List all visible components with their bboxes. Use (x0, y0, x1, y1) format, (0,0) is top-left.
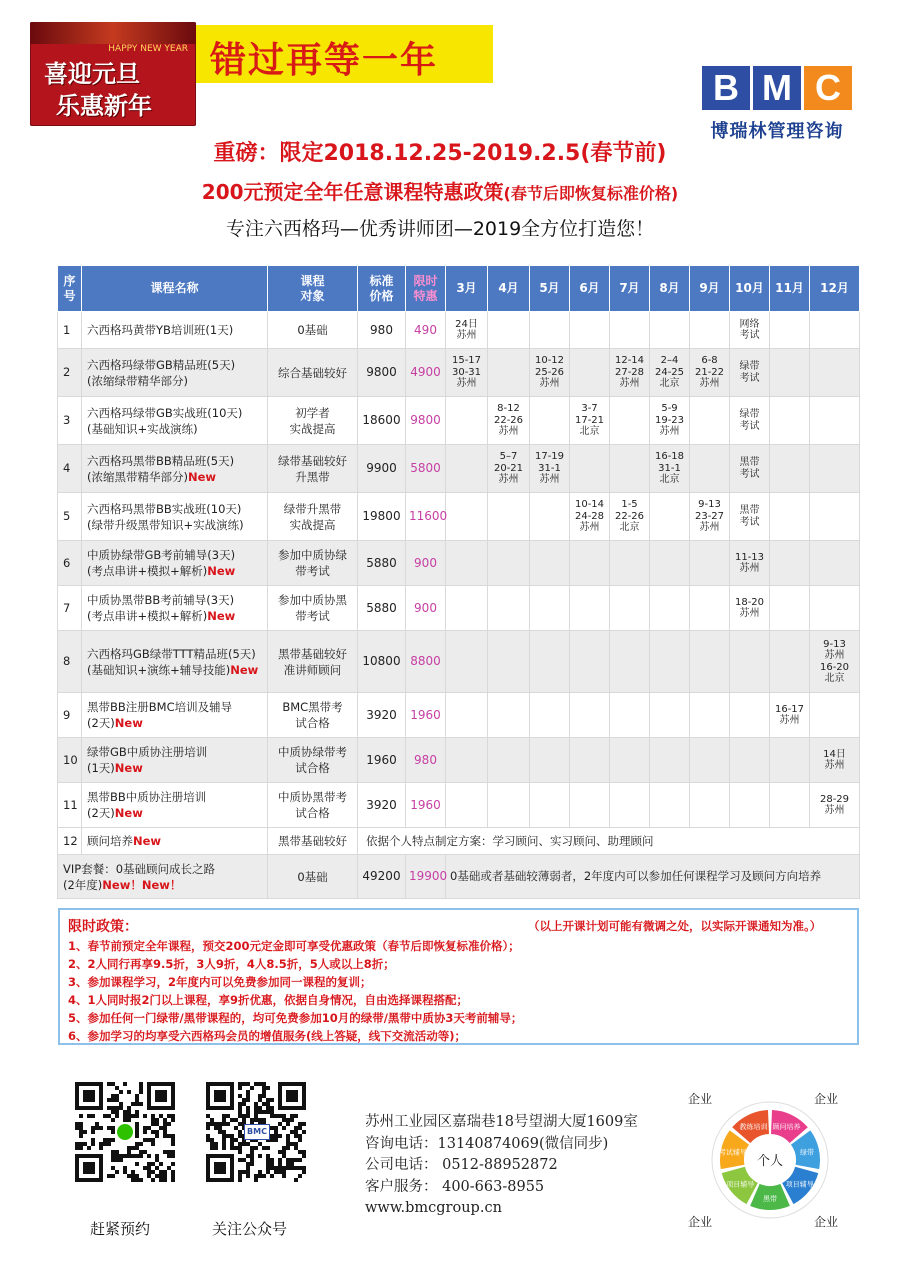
logo-letter-m: M (753, 66, 801, 110)
course-name: 黑带BB中质协注册培训 (2天)New (82, 783, 268, 828)
course-audience: 黑带基础较好 (268, 828, 358, 855)
month-cell (690, 631, 730, 693)
month-cell (530, 397, 570, 445)
sale-price: 9800 (406, 397, 446, 445)
header-month: 12月 (810, 266, 860, 312)
row-index: 2 (58, 349, 82, 397)
month-cell: 9-13 23-27 苏州 (690, 493, 730, 541)
sale-price: 19900 (406, 855, 446, 899)
month-cell (488, 312, 530, 349)
month-cell: 10-12 25-26 苏州 (530, 349, 570, 397)
month-cell (690, 312, 730, 349)
vip-package-name: VIP套餐：0基础顾问成长之路 (2年度)New！New！ (58, 855, 268, 899)
month-cell: 3-7 17-21 北京 (570, 397, 610, 445)
promo-banner-text: 错过再等一年 (210, 39, 439, 81)
month-cell: 2–4 24-25 北京 (650, 349, 690, 397)
policy-item: 2、2人同行再享9.5折，3人9折，4人8.5折，5人或以上8折； (68, 957, 395, 971)
month-cell (610, 397, 650, 445)
month-cell: 17-19 31-1 苏州 (530, 445, 570, 493)
cycle-segment-label: 考试辅导 (718, 1148, 747, 1157)
badge-line-1: 喜迎元旦 (44, 60, 140, 88)
month-cell (446, 445, 488, 493)
month-cell (690, 445, 730, 493)
month-cell (570, 738, 610, 783)
standard-price: 5880 (358, 541, 406, 586)
address: 苏州工业园区嘉瑞巷18号望湖大厦1609室 (365, 1114, 638, 1130)
contact-info (365, 1112, 638, 1220)
new-tag: New (207, 609, 236, 623)
course-audience: 绿带升黑带 实战提高 (268, 493, 358, 541)
month-cell (488, 586, 530, 631)
header-sale-price: 限时 特惠 (406, 266, 446, 312)
month-cell (446, 783, 488, 828)
new-tag: New (230, 662, 259, 677)
month-cell (488, 783, 530, 828)
course-name: 六西格玛黑带BB实战班(10天) (绿带升级黑带知识+实战演练) (82, 493, 268, 541)
month-cell (488, 349, 530, 397)
month-cell (570, 586, 610, 631)
course-audience: 中质协黑带考 试合格 (268, 783, 358, 828)
new-tag: New (133, 834, 162, 848)
table-row (58, 738, 860, 783)
cycle-segment-label: 绿带 (800, 1148, 815, 1157)
month-cell (770, 445, 810, 493)
table-row (58, 493, 860, 541)
month-cell (446, 586, 488, 631)
month-cell (810, 541, 860, 586)
header-month: 8月 (650, 266, 690, 312)
course-audience: 0基础 (268, 312, 358, 349)
month-cell (610, 783, 650, 828)
course-name: 中质协绿带GB考前辅导(3天) (考点串讲+模拟+解析)New (82, 541, 268, 586)
month-cell (770, 631, 810, 693)
month-cell (446, 541, 488, 586)
month-cell: 绿带 考试 (730, 349, 770, 397)
promo-banner (196, 25, 493, 83)
month-cell (810, 693, 860, 738)
sale-price: 1960 (406, 783, 446, 828)
month-cell (730, 783, 770, 828)
header-index: 序 号 (58, 266, 82, 312)
new-year-badge (30, 22, 196, 126)
row-index: 7 (58, 586, 82, 631)
cycle-segment-label: 项目辅导 (785, 1180, 814, 1189)
month-cell (530, 493, 570, 541)
subheadline-note: (春节后即恢复标准价格) (503, 184, 679, 203)
month-cell (610, 541, 650, 586)
month-cell (570, 349, 610, 397)
row-index: 3 (58, 397, 82, 445)
standard-price: 9900 (358, 445, 406, 493)
course-audience: 参加中质协黑 带考试 (268, 586, 358, 631)
training-cycle-diagram (700, 1095, 840, 1225)
tagline: 专注六西格玛—优秀讲师团—2019全方位打造您！ (225, 218, 655, 240)
month-cell: 12-14 27-28 苏州 (610, 349, 650, 397)
logo-letter-b: B (702, 66, 750, 110)
qr-center-logo: BMC (244, 1124, 270, 1140)
month-cell: 11-13 苏州 (730, 541, 770, 586)
month-cell (810, 586, 860, 631)
month-cell (570, 631, 610, 693)
month-cell: 28-29 苏州 (810, 783, 860, 828)
month-cell (530, 541, 570, 586)
sale-price: 8800 (406, 631, 446, 693)
month-cell (650, 493, 690, 541)
month-cell (730, 738, 770, 783)
table-row (58, 586, 860, 631)
course-name: 黑带BB注册BMC培训及辅导 (2天)New (82, 693, 268, 738)
row-index: 5 (58, 493, 82, 541)
month-cell: 10-14 24-28 苏州 (570, 493, 610, 541)
month-cell (446, 738, 488, 783)
standard-price: 1960 (358, 738, 406, 783)
month-cell (810, 397, 860, 445)
course-audience: 中质协绿带考 试合格 (268, 738, 358, 783)
month-cell: 16-17 苏州 (770, 693, 810, 738)
subheadline-main: 200元预定全年任意课程特惠政策 (201, 180, 504, 204)
month-cell: 6-8 21-22 苏州 (690, 349, 730, 397)
course-name: 顾问培养New (82, 828, 268, 855)
month-cell (810, 445, 860, 493)
corner-label: 企业 (814, 1215, 839, 1229)
table-row (58, 631, 860, 693)
sale-price: 490 (406, 312, 446, 349)
month-cell (650, 541, 690, 586)
month-cell (770, 738, 810, 783)
month-cell (570, 541, 610, 586)
month-cell (650, 738, 690, 783)
month-cell (610, 445, 650, 493)
month-cell (610, 693, 650, 738)
month-cell (770, 541, 810, 586)
month-cell (446, 397, 488, 445)
header-month: 10月 (730, 266, 770, 312)
month-cell: 8-12 22-26 苏州 (488, 397, 530, 445)
sale-price: 5800 (406, 445, 446, 493)
course-audience: 综合基础较好 (268, 349, 358, 397)
new-tag: New (114, 761, 143, 775)
month-cell (530, 312, 570, 349)
month-cell: 15-17 30-31 苏州 (446, 349, 488, 397)
month-cell (810, 349, 860, 397)
standard-price: 3920 (358, 783, 406, 828)
month-cell (446, 493, 488, 541)
month-cell: 绿带 考试 (730, 397, 770, 445)
row-index: 11 (58, 783, 82, 828)
badge-line-2: 乐惠新年 (56, 92, 152, 120)
month-cell (488, 493, 530, 541)
course-name: 中质协黑带BB考前辅导(3天) (考点串讲+模拟+解析)New (82, 586, 268, 631)
standard-price: 10800 (358, 631, 406, 693)
month-cell (446, 631, 488, 693)
month-cell (690, 586, 730, 631)
month-cell (770, 397, 810, 445)
month-cell: 1-5 22-26 北京 (610, 493, 650, 541)
month-cell: 网络 考试 (730, 312, 770, 349)
month-cell (810, 312, 860, 349)
qr-caption-follow: 关注公众号 (212, 1220, 288, 1238)
new-tag: New (187, 469, 217, 484)
row-index: 10 (58, 738, 82, 783)
consultant-plan-note: 依据个人特点制定方案：学习顾问、实习顾问、助理顾问 (358, 828, 860, 855)
sale-price: 980 (406, 738, 446, 783)
vip-package-note: 0基础或者基础较薄弱者，2年度内可以参加任何课程学习及顾问方向培养 (446, 855, 860, 899)
bmc-logo (702, 66, 852, 110)
month-cell (730, 693, 770, 738)
header-course-name: 课程名称 (82, 266, 268, 312)
sale-price: 900 (406, 586, 446, 631)
table-body (58, 312, 860, 828)
row-index: 6 (58, 541, 82, 586)
month-cell (570, 445, 610, 493)
month-cell (570, 312, 610, 349)
policy-item: 3、参加课程学习，2年度内可以免费参加同一课程的复训； (68, 975, 372, 989)
month-cell (488, 631, 530, 693)
month-cell (530, 783, 570, 828)
header-month: 11月 (770, 266, 810, 312)
logo-letter-c: C (804, 66, 852, 110)
month-cell (690, 783, 730, 828)
month-cell (770, 312, 810, 349)
month-cell (530, 693, 570, 738)
badge-happy-new-year: HAPPY NEW YEAR (108, 44, 188, 54)
month-cell: 5–7 20-21 苏州 (488, 445, 530, 493)
customer-service-phone[interactable]: 客户服务： 400-663-8955 (365, 1178, 545, 1195)
headline: 重磅：限定2018.12.25-2019.2.5(春节前) (213, 141, 667, 166)
table-row (58, 783, 860, 828)
course-audience: 初学者 实战提高 (268, 397, 358, 445)
month-cell (570, 693, 610, 738)
month-cell: 16-18 31-1 北京 (650, 445, 690, 493)
month-cell (488, 738, 530, 783)
month-cell (770, 349, 810, 397)
cycle-segment-label: 黑带 (763, 1195, 777, 1203)
month-cell (770, 783, 810, 828)
consult-phone[interactable]: 咨询电话：13140874069(微信同步) (365, 1135, 609, 1152)
policy-item: 6、参加学习的均享受六西格玛会员的增值服务(线上答疑，线下交流活动等)； (68, 1029, 467, 1043)
month-cell: 18-20 苏州 (730, 586, 770, 631)
sale-price: 11600 (406, 493, 446, 541)
month-cell: 5-9 19-23 苏州 (650, 397, 690, 445)
header-month: 9月 (690, 266, 730, 312)
table-row (58, 397, 860, 445)
month-cell: 黑带 考试 (730, 493, 770, 541)
policy-item: 5、参加任何一门绿带/黑带课程的，均可免费参加10月的绿带/黑带中质协3天考前辅导； (68, 1011, 523, 1025)
new-tag: New (207, 564, 236, 578)
cycle-segment-label: 项目辅导 (726, 1180, 755, 1189)
course-name: 六西格玛黑带BB精品班(5天) (浓缩黑带精华部分)New (82, 445, 268, 493)
table-row-vip (58, 855, 860, 899)
cycle-segment-label: 顾问培养 (772, 1122, 801, 1131)
new-tag: New！New！ (102, 877, 182, 892)
month-cell (690, 397, 730, 445)
month-cell (530, 738, 570, 783)
month-cell (650, 693, 690, 738)
month-cell (650, 586, 690, 631)
logo-subtitle: 博瑞林管理咨询 (710, 121, 844, 142)
month-cell (650, 631, 690, 693)
header-month: 7月 (610, 266, 650, 312)
month-cell (650, 783, 690, 828)
corner-label: 企业 (688, 1092, 713, 1106)
row-index: 4 (58, 445, 82, 493)
table-header-row (58, 266, 860, 312)
sale-price: 4900 (406, 349, 446, 397)
month-cell (570, 783, 610, 828)
month-cell (730, 631, 770, 693)
course-name: 六西格玛黄带YB培训班(1天) (82, 312, 268, 349)
month-cell (610, 631, 650, 693)
row-index: 12 (58, 828, 82, 855)
new-tag: New (114, 716, 143, 730)
month-cell (770, 493, 810, 541)
month-cell (690, 693, 730, 738)
table-row (58, 312, 860, 349)
corner-label: 企业 (814, 1092, 839, 1106)
standard-price: 9800 (358, 349, 406, 397)
table-row (58, 828, 860, 855)
cycle-segment-label: 教练培训 (739, 1122, 768, 1131)
booking-qr-code[interactable] (72, 1080, 178, 1184)
standard-price: 19800 (358, 493, 406, 541)
row-index: 1 (58, 312, 82, 349)
header-price: 标准 价格 (358, 266, 406, 312)
month-cell (690, 738, 730, 783)
header-month: 5月 (530, 266, 570, 312)
course-name: 六西格玛GB绿带TTT精品班(5天) (基础知识+演练+辅导技能)New (82, 631, 268, 693)
course-audience: 参加中质协绿 带考试 (268, 541, 358, 586)
cycle-center: 个人 (756, 1154, 784, 1169)
month-cell (690, 541, 730, 586)
header-month: 6月 (570, 266, 610, 312)
standard-price: 18600 (358, 397, 406, 445)
month-cell (530, 586, 570, 631)
course-audience: 黑带基础较好 准讲师顾问 (268, 631, 358, 693)
course-name: 绿带GB中质协注册培训 (1天)New (82, 738, 268, 783)
row-index: 8 (58, 631, 82, 693)
month-cell (610, 738, 650, 783)
header-month: 3月 (446, 266, 488, 312)
corner-label: 企业 (688, 1215, 713, 1229)
qr-code-image (72, 1080, 178, 1184)
month-cell (610, 586, 650, 631)
month-cell (770, 586, 810, 631)
policy-item: 4、1人同时报2门以上课程，享9折优惠，依据自身情况，自由选择课程搭配； (68, 993, 469, 1007)
course-name: 六西格玛绿带GB实战班(10天) (基础知识+实战演练) (82, 397, 268, 445)
month-cell (610, 312, 650, 349)
row-index: 9 (58, 693, 82, 738)
header-audience: 课程 对象 (268, 266, 358, 312)
course-audience: 0基础 (268, 855, 358, 899)
company-phone[interactable]: 公司电话： 0512-88952872 (365, 1157, 558, 1173)
month-cell (488, 541, 530, 586)
standard-price: 980 (358, 312, 406, 349)
course-name: 六西格玛绿带GB精品班(5天) (浓缩绿带精华部分) (82, 349, 268, 397)
month-cell: 24日 苏州 (446, 312, 488, 349)
subheadline (0, 176, 880, 205)
month-cell (446, 693, 488, 738)
course-audience: BMC黑带考 试合格 (268, 693, 358, 738)
month-cell: 14日 苏州 (810, 738, 860, 783)
month-cell (530, 631, 570, 693)
header-month: 4月 (488, 266, 530, 312)
month-cell (810, 493, 860, 541)
standard-price: 49200 (358, 855, 406, 899)
sale-price: 1960 (406, 693, 446, 738)
standard-price: 3920 (358, 693, 406, 738)
policy-disclaimer: （以上开课计划可能有微调之处，以实际开课通知为准。） (528, 919, 822, 933)
table-row (58, 445, 860, 493)
policy-box (58, 908, 859, 1045)
table-row (58, 693, 860, 738)
course-schedule-table (57, 265, 860, 899)
month-cell (488, 693, 530, 738)
website-link[interactable]: www.bmcgroup.cn (365, 1200, 502, 1216)
qr-caption-booking: 赶紧预约 (90, 1220, 151, 1238)
month-cell: 黑带 考试 (730, 445, 770, 493)
policy-item: 1、春节前预定全年课程，预交200元定金即可享受优惠政策（春节后即恢复标准价格）； (68, 939, 520, 953)
table-row (58, 541, 860, 586)
course-audience: 绿带基础较好 升黑带 (268, 445, 358, 493)
sale-price: 900 (406, 541, 446, 586)
table-row (58, 349, 860, 397)
month-cell: 9-13 苏州 16-20 北京 (810, 631, 860, 693)
policy-title: 限时政策： (68, 919, 138, 935)
month-cell (650, 312, 690, 349)
standard-price: 5880 (358, 586, 406, 631)
wechat-qr-code[interactable] (203, 1080, 309, 1184)
badge-decoration (30, 22, 196, 44)
new-tag: New (114, 806, 143, 820)
